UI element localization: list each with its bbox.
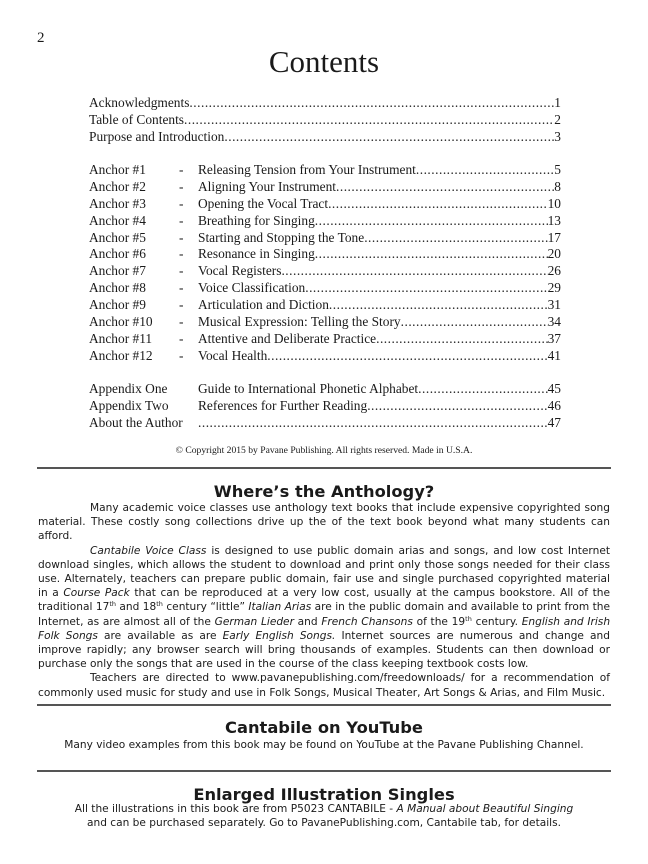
anchor-key: Anchor #10 <box>89 314 153 330</box>
copyright-notice: © Copyright 2015 by Pavane Publishing. All rights reserved. Made in U.S.A. <box>175 445 473 456</box>
toc-row <box>89 179 561 196</box>
toc-page-number: 47 <box>547 414 561 430</box>
anchor-dash: - <box>179 195 184 211</box>
appendix-key: Appendix One <box>89 381 168 396</box>
anchor-key: Anchor #8 <box>89 280 146 296</box>
toc-leader-dots <box>224 129 554 146</box>
italic-text: A Manual about Beautiful Singing <box>396 803 574 815</box>
toc-row <box>89 95 561 112</box>
toc-leader-dots <box>198 415 548 432</box>
toc-entry-title: Vocal Health <box>198 347 268 363</box>
anchor-dash: - <box>179 162 184 177</box>
divider <box>37 770 611 772</box>
superscript: th <box>465 614 472 623</box>
toc-entry-title: Articulation and Diction <box>198 297 329 313</box>
toc-page-number: 29 <box>547 280 561 296</box>
toc-leader-dots <box>418 381 547 398</box>
anchor-dash: - <box>179 178 184 194</box>
italic-text: French Chansons <box>321 615 413 628</box>
toc-entry-title: Guide to International Phonetic Alphabet <box>198 381 419 396</box>
toc-leader-dots <box>367 398 547 415</box>
text: of the 19 <box>412 615 466 628</box>
toc-entry-title: Table of Contents <box>89 111 185 127</box>
toc-page-number: 3 <box>554 128 561 144</box>
toc-entry-title: Musical Expression: Telling the Story <box>198 314 401 330</box>
enlarged-line-2: and can be purchased separately. Go to PavanePublishing.com, Cantabile tab, for details. <box>86 817 561 830</box>
enlarged-line-1 <box>0 802 648 816</box>
anchor-key: Anchor #3 <box>89 195 146 211</box>
italic-text: English and Irish Folk Songs <box>38 615 611 642</box>
toc-entry-title: Voice Classification <box>198 280 306 296</box>
toc-entry-title: Releasing Tension from Your Instrument <box>198 162 416 177</box>
toc-entry-title: Acknowledgments <box>89 95 190 110</box>
superscript: th <box>156 600 163 609</box>
text: century “little” <box>162 601 249 614</box>
toc-entry-title: Opening the Vocal Tract <box>198 195 329 211</box>
anthology-paragraph-2 <box>38 544 610 672</box>
toc-page-number: 20 <box>547 246 561 262</box>
italic-text: Course Pack <box>63 587 130 600</box>
anchor-key: Anchor #7 <box>89 263 146 279</box>
text: is designed to use public domain arias and songs, and low cost Internet download singles, which allows the student to download and print only those songs needed for their class use. Alternately, teachers can prepare public domain, fair use and single purchased copyrighted material in a <box>38 544 610 600</box>
toc-page-number: 10 <box>547 195 561 211</box>
anthology-heading: Where’s the Anthology? <box>213 482 435 501</box>
text: All the illustrations in this book are from P5023 CANTABILE - <box>74 803 397 815</box>
superscript: th <box>109 600 116 609</box>
anchor-key: Anchor #5 <box>89 229 146 245</box>
toc-page-number: 17 <box>547 229 561 245</box>
toc-entry-title: Starting and Stopping the Tone <box>198 229 365 245</box>
text: and <box>293 615 322 628</box>
italic-text: German Lieder <box>214 615 294 628</box>
anthology-paragraph-3: Teachers are directed to www.pavanepublishing.com/freedownloads/ for a recommendation of commonly used music for study and use in Folk Songs, Musical Theater, Art Songs & Arias, and Film Music. <box>38 672 610 699</box>
anchor-dash: - <box>179 314 184 330</box>
italic-text: Cantabile Voice Class <box>90 544 207 557</box>
text: that can be reproduced at a very low cost, usually at the campus bookstore. All of the traditional 17 <box>38 587 610 614</box>
anchor-dash: - <box>179 330 184 346</box>
toc-row <box>89 230 561 247</box>
toc-leader-dots <box>328 196 548 213</box>
text: and 18 <box>115 601 157 614</box>
anthology-body <box>38 501 610 700</box>
toc-page-number: 34 <box>547 314 561 330</box>
text: Internet sources are numerous and change and improve rapidly; any browser search will bring thousands of examples. Students can then download or purchase only the songs that are used in the course of the class keeping textbook costs low. <box>38 629 610 671</box>
toc-leader-dots <box>364 230 547 247</box>
toc-row <box>89 112 561 129</box>
anchor-dash: - <box>179 263 184 279</box>
toc-anchors <box>89 162 561 365</box>
toc-row <box>89 331 561 348</box>
toc-page-number: 45 <box>547 381 561 396</box>
anchor-key: Anchor #9 <box>89 297 146 313</box>
youtube-text: Many video examples from this book may be found on YouTube at the Pavane Publishing Channel. <box>64 739 584 751</box>
toc-entry-title: Purpose and Introduction <box>89 128 225 144</box>
toc-row <box>89 246 561 263</box>
toc-entry-title: References for Further Reading <box>198 397 368 413</box>
toc-row <box>89 129 561 146</box>
toc-page-number: 13 <box>547 212 561 228</box>
toc-leader-dots <box>267 348 547 365</box>
divider <box>37 467 611 469</box>
anchor-key: Anchor #6 <box>89 246 146 262</box>
toc-row <box>89 297 561 314</box>
toc-entry-title: Aligning Your Instrument <box>198 178 337 194</box>
anchor-dash: - <box>179 280 184 296</box>
toc-page-number: 31 <box>547 297 561 313</box>
appendix-key: About the Author <box>89 414 183 430</box>
toc-entry-title: Attentive and Deliberate Practice <box>198 330 377 346</box>
toc-entry-title: Vocal Registers <box>198 263 282 279</box>
toc-page-number: 8 <box>554 178 561 194</box>
text: are available as are <box>97 629 223 642</box>
toc-page-number: 37 <box>547 330 561 346</box>
toc-leader-dots <box>329 297 548 314</box>
toc-appendices <box>89 381 561 432</box>
toc-front-matter <box>89 95 561 146</box>
anchor-key: Anchor #4 <box>89 212 146 228</box>
toc-row <box>89 196 561 213</box>
anchor-dash: - <box>179 297 184 313</box>
text: are in the public domain and available to print from the Internet, as are almost all of the <box>38 601 610 628</box>
toc-page-number: 1 <box>554 95 561 110</box>
anchor-dash: - <box>179 212 184 228</box>
toc-leader-dots <box>305 280 547 297</box>
toc-leader-dots <box>189 95 554 112</box>
toc-entry-title: Breathing for Singing <box>198 212 315 228</box>
toc-leader-dots <box>184 112 554 129</box>
anchor-key: Anchor #11 <box>89 330 153 346</box>
toc-page-number: 2 <box>554 111 561 127</box>
anchor-key: Anchor #1 <box>89 162 146 177</box>
toc-row <box>89 280 561 297</box>
toc-leader-dots <box>315 246 548 263</box>
divider <box>37 704 611 706</box>
toc-row <box>89 381 561 398</box>
enlarged-heading: Enlarged Illustration Singles <box>193 785 455 804</box>
anchor-key: Anchor #12 <box>89 347 153 363</box>
appendix-key: Appendix Two <box>89 397 169 413</box>
toc-page-number: 26 <box>547 263 561 279</box>
toc-leader-dots <box>336 179 554 196</box>
anchor-dash: - <box>179 347 184 363</box>
toc-page-number: 41 <box>547 347 561 363</box>
toc-leader-dots <box>416 162 554 179</box>
toc-row <box>89 162 561 179</box>
toc-row <box>89 314 561 331</box>
toc-row <box>89 398 561 415</box>
italic-text: Early English Songs. <box>222 629 336 642</box>
toc-leader-dots <box>401 314 548 331</box>
anthology-paragraph-1: Many academic voice classes use anthology text books that include expensive copyrighted song material. These costly song collections drive up the of the text book beyond what many students can afford. <box>38 502 610 543</box>
anchor-dash: - <box>179 246 184 262</box>
anchor-key: Anchor #2 <box>89 178 146 194</box>
anchor-dash: - <box>179 229 184 245</box>
toc-row <box>89 213 561 230</box>
toc-page-number: 46 <box>547 397 561 413</box>
toc-leader-dots <box>281 263 547 280</box>
toc-leader-dots <box>315 213 548 230</box>
toc-leader-dots <box>376 331 548 348</box>
page-number: 2 <box>37 30 45 46</box>
enlarged-text <box>0 802 648 830</box>
toc-row <box>89 415 561 432</box>
toc-page-number: 5 <box>554 162 561 177</box>
italic-text: Italian Arias <box>248 601 312 614</box>
toc-row <box>89 263 561 280</box>
toc-entry-title: Resonance in Singing <box>198 246 315 262</box>
page-title: Contents <box>268 44 380 79</box>
toc-row <box>89 348 561 365</box>
youtube-heading: Cantabile on YouTube <box>225 718 423 737</box>
text: century. <box>471 615 522 628</box>
